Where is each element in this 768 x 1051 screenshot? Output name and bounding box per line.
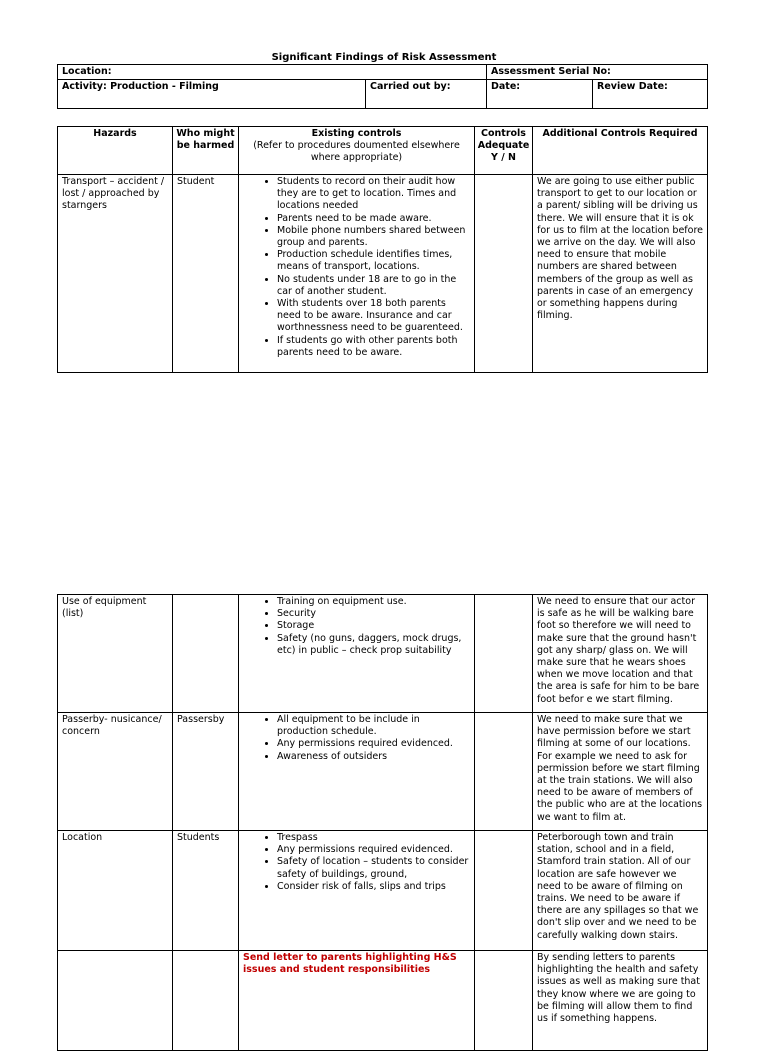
controls-cell	[239, 175, 475, 373]
table-row	[58, 831, 708, 951]
hazard-cell: Passerby- nusicance/ concern	[58, 713, 173, 831]
list-item: • Safety (no guns, daggers, mock drugs, etc) in public – check prop suitability	[277, 633, 470, 657]
date-label: Date:	[487, 80, 593, 109]
col-existing-controls	[239, 127, 475, 175]
who-cell	[173, 951, 239, 1051]
additional-cell: We need to make sure that we have permission before we start filming at some of our locations. For example we need to ask for permission before we start filming at the train stations. We will also need to be aware of members of the public who are at the locations we want to film at.	[533, 713, 708, 831]
assessment-header-table	[57, 64, 708, 109]
who-cell	[173, 595, 239, 713]
table-row	[58, 175, 708, 373]
col-additional-controls: Additional Controls Required	[533, 127, 708, 175]
list-item: • Production schedule identifies times, means of transport, locations.	[277, 249, 470, 273]
adequate-cell	[475, 713, 533, 831]
risk-table-page-2	[57, 594, 708, 1051]
list-item: • Parents need to be made aware.	[277, 213, 470, 225]
list-item: • With students over 18 both parents need to be aware. Insurance and car worthnessness need to be guarenteed.	[277, 298, 470, 335]
assessment-serial-label: Assessment Serial No:	[487, 65, 708, 80]
col-existing-controls-title: Existing controls	[311, 128, 402, 139]
hazard-cell: Location	[58, 831, 173, 951]
list-item: • Any permissions required evidenced.	[277, 738, 470, 750]
list-item: • Mobile phone numbers shared between group and parents.	[277, 225, 470, 249]
controls-cell	[239, 713, 475, 831]
hazard-cell: Transport – accident / lost / approached by starngers	[58, 175, 173, 373]
table-row	[58, 713, 708, 831]
controls-cell	[239, 595, 475, 713]
adequate-cell	[475, 175, 533, 373]
activity-label: Activity: Production - Filming	[58, 80, 366, 109]
carried-out-by-label: Carried out by:	[366, 80, 487, 109]
additional-cell: We need to ensure that our actor is safe as he will be walking bare foot so therefore we will need to make sure that the ground hasn't got any sharp/ glass on. We will make sure that he wears shoes when we move location and that the area is safe for him to be bare foot befor e we start filming.	[533, 595, 708, 713]
list-item: • Training on equipment use.	[277, 596, 470, 608]
who-cell: Student	[173, 175, 239, 373]
location-label: Location:	[58, 65, 487, 80]
list-item: • Consider risk of falls, slips and trips	[277, 881, 470, 893]
col-who-harmed: Who might be harmed	[173, 127, 239, 175]
list-item: • Security	[277, 608, 470, 620]
hazard-cell	[58, 951, 173, 1051]
risk-table-page-1	[57, 126, 708, 373]
col-controls-adequate: Controls Adequate Y / N	[475, 127, 533, 175]
who-cell: Students	[173, 831, 239, 951]
list-item: • Students to record on their audit how they are to get to location. Times and locations needed	[277, 176, 470, 213]
document-title: Significant Findings of Risk Assessment	[271, 52, 497, 63]
controls-cell	[239, 831, 475, 951]
list-item: • If students go with other parents both parents need to be aware.	[277, 335, 470, 359]
adequate-cell	[475, 951, 533, 1051]
col-hazards: Hazards	[58, 127, 173, 175]
table-row	[58, 595, 708, 713]
additional-cell: We are going to use either public transport to get to our location or a parent/ sibling will be driving us there. We will ensure that it is ok for us to film at the location before we arrive on the day. We will also need to ensure that mobile numbers are shared between members of the group as well as parents in case of an emergency or something happens during filming.	[533, 175, 708, 373]
additional-cell: By sending letters to parents highlighting the health and safety issues as well as making sure that they know where we are going to be filming will allow them to find us if something happens.	[533, 951, 708, 1051]
adequate-cell	[475, 831, 533, 951]
list-item: • Safety of location – students to consider safety of buildings, ground,	[277, 856, 470, 880]
review-date-label: Review Date:	[593, 80, 708, 109]
additional-cell: Peterborough town and train station, school and in a field, Stamford train station. All of our location are safe however we need to be aware of filming on trains. We need to be aware if there are any spillages so that we don't slip over and we need to be carefully walking down stairs.	[533, 831, 708, 951]
list-item: • No students under 18 are to go in the car of another student.	[277, 274, 470, 298]
list-item: • Trespass	[277, 832, 470, 844]
adequate-cell	[475, 595, 533, 713]
who-cell: Passersby	[173, 713, 239, 831]
parent-letter-note: Send letter to parents highlighting H&S issues and student responsibilities	[239, 951, 475, 1051]
list-item: • Awareness of outsiders	[277, 751, 470, 763]
col-existing-controls-sub: (Refer to procedures doumented elsewhere where appropriate)	[253, 140, 460, 164]
hazard-cell: Use of equipment (list)	[58, 595, 173, 713]
table-row	[58, 951, 708, 1051]
list-item: • All equipment to be include in production schedule.	[277, 714, 470, 738]
list-item: • Any permissions required evidenced.	[277, 844, 470, 856]
list-item: • Storage	[277, 620, 470, 632]
